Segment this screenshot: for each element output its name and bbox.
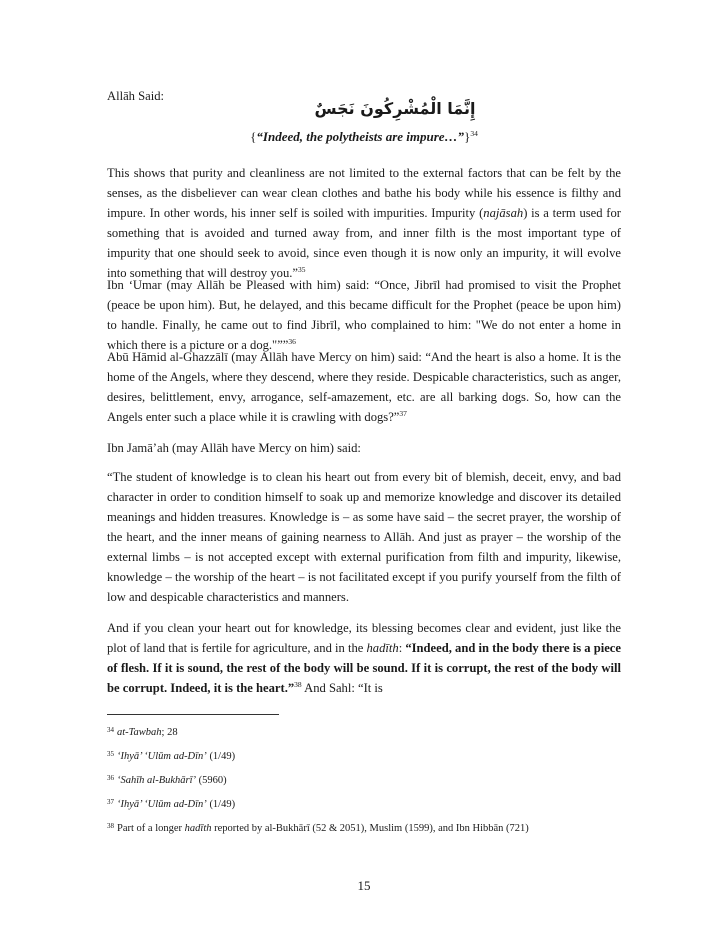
paragraph-ibn-jamaah-intro: Ibn Jamā’ah (may Allāh have Mercy on him) said: — [107, 441, 361, 455]
paragraph-text: And Sahl: “It is — [301, 681, 383, 695]
footnote-number: 37 — [107, 798, 114, 806]
page-number: 15 — [357, 878, 371, 893]
paragraph-heart-hadith — [107, 618, 621, 698]
footnote-source: at-Tawbah — [117, 727, 162, 738]
footnote-source: ‘Ihyā’ ‘Ulūm ad-Dīn’ — [117, 751, 207, 762]
footnote-source: hadīth — [184, 823, 212, 834]
footnotes — [107, 723, 627, 843]
footnote-number: 35 — [107, 750, 114, 758]
paragraph-ibn-jamaah-quote: “The student of knowledge is to clean his heart out from every bit of blemish, deceit, envy, and bad character in order to condition himself to soak up and memorize knowledge and discover its detailed meanings and hidden treasures. Knowledge is – as some have said – the secret prayer, the worship of the heart, and the inner means of gaining nearness to Allāh. And just as prayer – the worship of the external limbs – is not accepted except with external purification from filth and impurity, likewise, knowledge – the worship of the heart – is not facilitated except if you purify yourself from the filth of low and despicable characteristics and manners. — [107, 470, 621, 604]
footnote-number: 38 — [107, 822, 114, 830]
footnote-detail: (5960) — [196, 775, 227, 786]
footnote-ref-35[interactable]: 35 — [298, 265, 306, 274]
footnote-detail: (1/49) — [206, 751, 236, 762]
footnote-detail: reported by al-Bukhārī (52 & 2051), Muslim (1599), and Ibn Hibbān (721) — [211, 823, 529, 834]
footnote-number: 36 — [107, 774, 114, 782]
open-brace: { — [250, 129, 257, 144]
term-hadith: hadīth — [366, 641, 399, 655]
footnote-detail: (1/49) — [206, 799, 236, 810]
footnote-38 — [107, 819, 627, 843]
paragraph-ghazzali — [107, 347, 621, 427]
paragraph-text: Ibn ‘Umar (may Allāh be Pleased with him) said: “Once, Jibrīl had promised to visit the Prophet (peace be upon him). But, he delayed, and this became difficult for the Prophet (peace be upon him) to handle. Finally, he came out to find Jibrīl, who complained to him: "We do not enter a home in which there is a picture or a dog."”” — [107, 278, 621, 352]
paragraph-ibn-umar — [107, 275, 621, 355]
footnote-34 — [107, 723, 627, 747]
paragraph-text: And if you clean your heart out for knowledge, its blessing becomes clear and evident, just like the plot of land that is fertile for agriculture, and in the — [107, 621, 621, 655]
intro-text: Allāh Said: — [107, 89, 165, 103]
quran-verse-arabic: إِنَّمَا الْمُشْرِكُونَ نَجَسٌ — [314, 99, 476, 118]
hadith-quote: “Indeed, and in the body there is a piece of flesh. If it is sound, the rest of the body will be sound. If it is corrupt, the rest of the body will be corrupt. Indeed, it is the heart.” — [107, 641, 621, 695]
footnote-source: ‘Sahīh al-Bukhārī’ — [117, 775, 197, 786]
footnote-divider — [107, 714, 279, 715]
footnote-36 — [107, 771, 627, 795]
footnote-35 — [107, 747, 627, 771]
paragraph-purity — [107, 163, 621, 283]
footnote-ref-38[interactable]: 38 — [294, 680, 302, 689]
footnote-number: 34 — [107, 726, 114, 734]
quran-verse-translation — [107, 127, 621, 147]
footnote-ref-36[interactable]: 36 — [288, 337, 296, 346]
verse-translation-text: “Indeed, the polytheists are impure…” — [256, 129, 465, 144]
paragraph-text: ) is a term used for something that is avoided and turned away from, and inner filth is the most important type of impurity that one should seek to avoid, since even though it is now only an impurity, it will evolve into something that will destroy you.” — [107, 206, 621, 280]
close-brace: } — [464, 129, 471, 144]
paragraph-text: : — [398, 641, 406, 655]
footnote-37 — [107, 795, 627, 819]
paragraph-text: This shows that purity and cleanliness are not limited to the external factors that can be felt by the senses, as the disbeliever can wear clean clothes and bathe his body while his essence is filthy and impure. In other words, his inner self is soiled with impurities. Impurity ( — [107, 166, 621, 220]
term-najasah: najāsah — [483, 206, 524, 220]
footnote-ref-37[interactable]: 37 — [399, 409, 407, 418]
footnote-detail: ; 28 — [161, 727, 178, 738]
footnote-prefix: Part of a longer — [117, 823, 185, 834]
footnote-source: ‘Ihyā’ ‘Ulūm ad-Dīn’ — [117, 799, 207, 810]
footnote-ref-34[interactable]: 34 — [470, 129, 478, 138]
paragraph-text: Abū Hāmid al-Ghazzālī (may Allāh have Mercy on him) said: “And the heart is also a home. It is the home of the Angels, where they descend, where they reside. Despicable characteristics, such as anger, desires, belittlement, envy, arrogance, self-amazement, etc. are all barking dogs. So, how can the Angels enter such a place while it is crawling with dogs?” — [107, 350, 621, 424]
